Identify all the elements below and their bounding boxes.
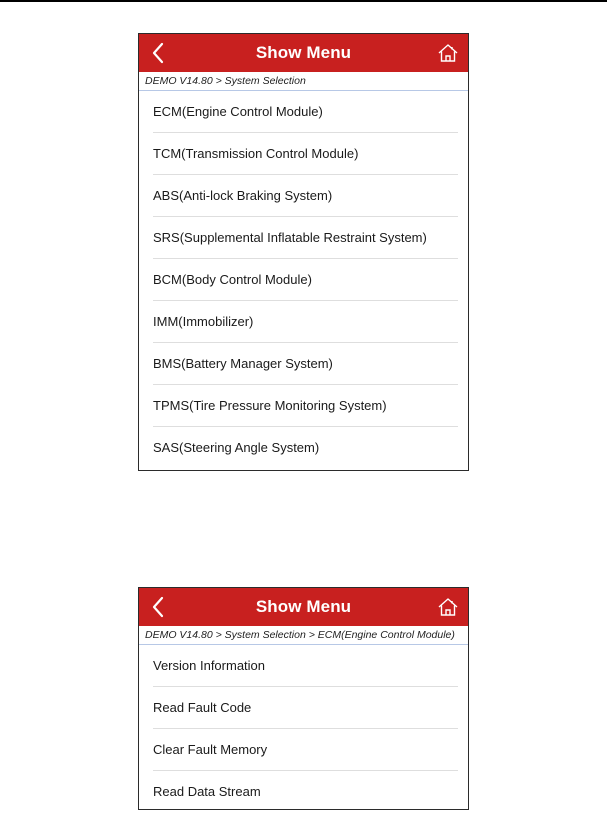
list-item-srs[interactable]: SRS(Supplemental Inflatable Restraint System) xyxy=(153,217,458,259)
back-chevron-icon[interactable] xyxy=(149,41,167,65)
app-header xyxy=(139,34,468,72)
app-header xyxy=(139,588,468,626)
list-item-tcm[interactable]: TCM(Transmission Control Module) xyxy=(153,133,458,175)
list-item-tpms[interactable]: TPMS(Tire Pressure Monitoring System) xyxy=(153,385,458,427)
breadcrumb: DEMO V14.80 > System Selection > ECM(Engine Control Module) xyxy=(139,626,468,645)
list-item-imm[interactable]: IMM(Immobilizer) xyxy=(153,301,458,343)
list-item-version-information[interactable]: Version Information xyxy=(153,645,458,687)
breadcrumb: DEMO V14.80 > System Selection xyxy=(139,72,468,91)
list-item-read-data-stream[interactable]: Read Data Stream xyxy=(153,784,261,799)
ecm-function-screen xyxy=(138,587,469,810)
list-item-read-fault-code[interactable]: Read Fault Code xyxy=(153,687,458,729)
list-item-bcm[interactable]: BCM(Body Control Module) xyxy=(153,259,458,301)
page-top-rule xyxy=(0,0,607,2)
list-item-sas[interactable]: SAS(Steering Angle System) xyxy=(153,440,320,455)
home-icon[interactable] xyxy=(436,595,460,619)
system-selection-screen xyxy=(138,33,469,471)
header-title: Show Menu xyxy=(255,43,352,62)
function-list xyxy=(139,645,468,812)
back-chevron-icon[interactable] xyxy=(149,595,167,619)
header-title: Show Menu xyxy=(255,597,352,616)
list-item-bms[interactable]: BMS(Battery Manager System) xyxy=(153,343,458,385)
home-icon[interactable] xyxy=(436,41,460,65)
list-item-ecm[interactable]: ECM(Engine Control Module) xyxy=(153,91,458,133)
system-list xyxy=(139,91,468,468)
list-item-abs[interactable]: ABS(Anti-lock Braking System) xyxy=(153,175,458,217)
list-item-clear-fault-memory[interactable]: Clear Fault Memory xyxy=(153,729,458,771)
